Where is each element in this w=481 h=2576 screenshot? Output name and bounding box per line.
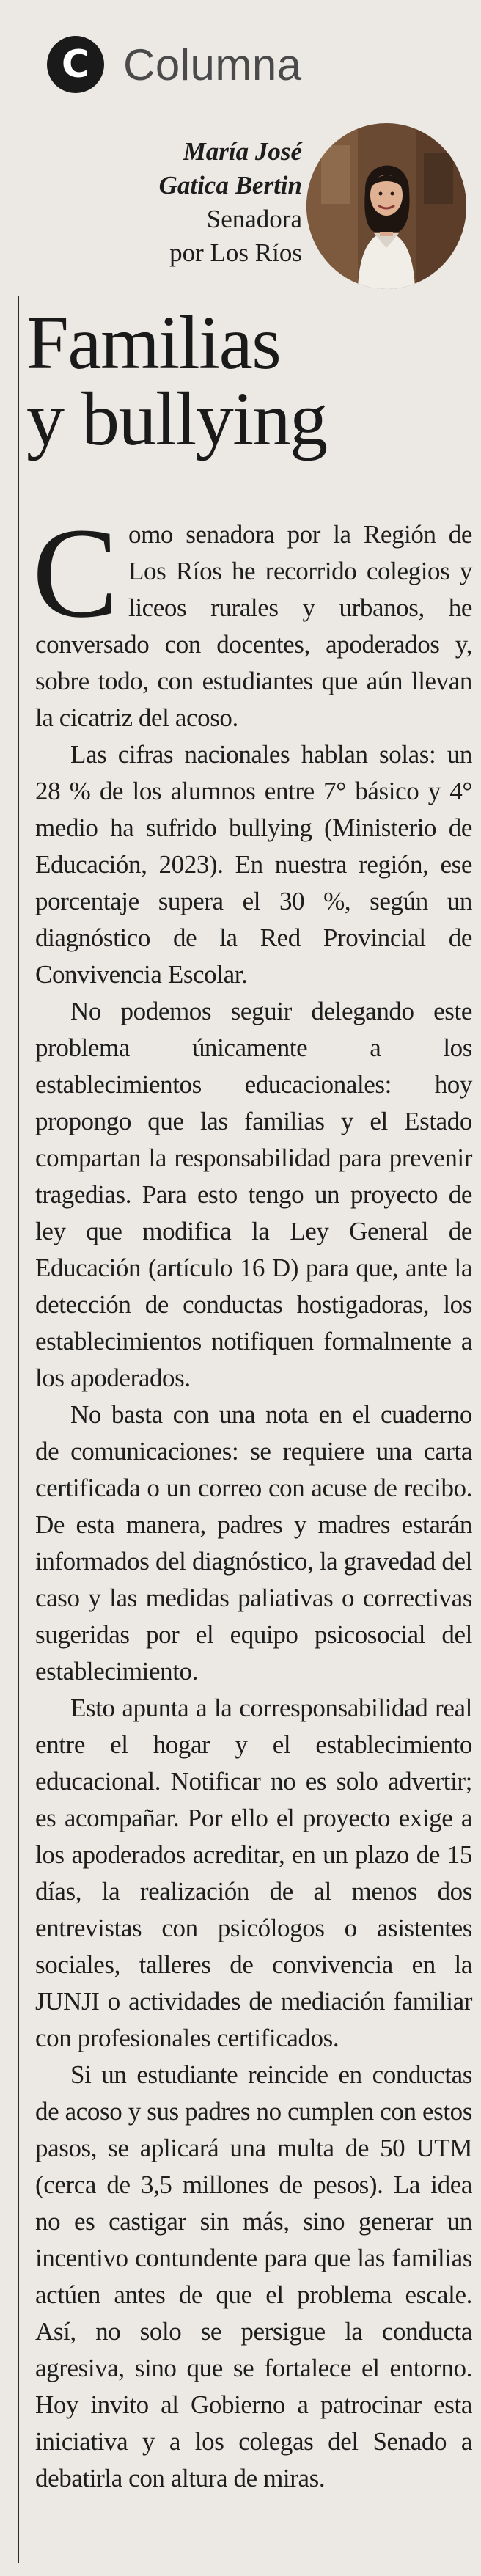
article-paragraph-2: Las cifras nacionales hablan solas: un 28 % de los alumnos entre 7° básico y 4° medio ha sufrido bullying (Ministerio de Educación, 2023). En nuestra región, ese porcentaje supera el 30 %, según un diagnóstico de la Red Provincial de Convivencia Escolar. (35, 740, 472, 989)
author-photo-avatar (306, 123, 466, 289)
article-paragraph-4: No basta con una nota en el cuaderno de comunicaciones: se requiere una carta certificada o un correo con acuse de recibo. De esta manera, padres y madres estarán informados del diagnóstico, la gravedad del caso y las medidas paliativas o correctivas sugeridas por el equipo psicosocial del establecimiento. (35, 1400, 472, 1686)
section-label: Columna (123, 40, 302, 89)
author-role-line-1: Senadora (206, 205, 302, 233)
article-paragraph-5: Esto apunta a la corresponsabilidad real entre el hogar y el establecimiento educacional. Notificar no es solo advertir; es acompañar. Por ello el proyecto exige a los apoderados acreditar, en un plazo de 15 días, la realización de al menos dos entrevistas con psicólogos o asistentes sociales, talleres de convivencia en la JUNJI o actividades de mediación familiar con profesionales certificados. (35, 1694, 472, 2052)
headline-line-2: y bullying (26, 377, 327, 461)
column-badge-icon (47, 36, 104, 93)
author-role-line-2: por Los Ríos (169, 238, 302, 267)
article-paragraph-1 (32, 502, 472, 736)
column-header (47, 29, 302, 100)
drop-cap-letter: C (32, 502, 118, 645)
author-name-line-2: Gatica Bertin (158, 171, 302, 200)
column-left-rule (18, 296, 19, 2563)
author-name-line-1: María José (183, 137, 302, 166)
headline-line-1: Familias (26, 301, 281, 385)
paragraph-1-text: omo senadora por la Región de Los Ríos he recorrido colegios y liceos rurales y urbanos, he conversado con docentes, apoderados y, sobre todo, con estudiantes que aún llevan la cicatriz del acoso. (35, 520, 472, 732)
article-paragraph-3: No podemos seguir delegando este problema únicamente a los establecimientos educacionales: hoy propongo que las familias y el Estado compartan la responsabilidad para prevenir tragedias. Para esto tengo un proyecto de ley que modifica la Ley General de Educación (artículo 16 D) para que, ante la detección de conductas hostigadoras, los establecimientos notifiquen formalmente a los apoderados. (35, 997, 472, 1392)
article-paragraph-6: Si un estudiante reincide en conductas de acoso y sus padres no cumplen con estos pasos, se aplicará una multa de 50 UTM (cerca de 3,5 millones de pesos). La idea no es castigar sin más, sino generar un incentivo contundente para que las familias actúen antes de que el problema escale. Así, no solo se persigue la conducta agresiva, sino que se fortalece el entorno. Hoy invito al Gobierno a patrocinar esta iniciativa y a los colegas del Senado a debatirla con altura de miras. (35, 2060, 472, 2492)
article-headline (26, 301, 466, 461)
column-badge-letter: C (61, 43, 90, 87)
article-body (32, 502, 472, 2497)
author-byline (110, 135, 302, 270)
